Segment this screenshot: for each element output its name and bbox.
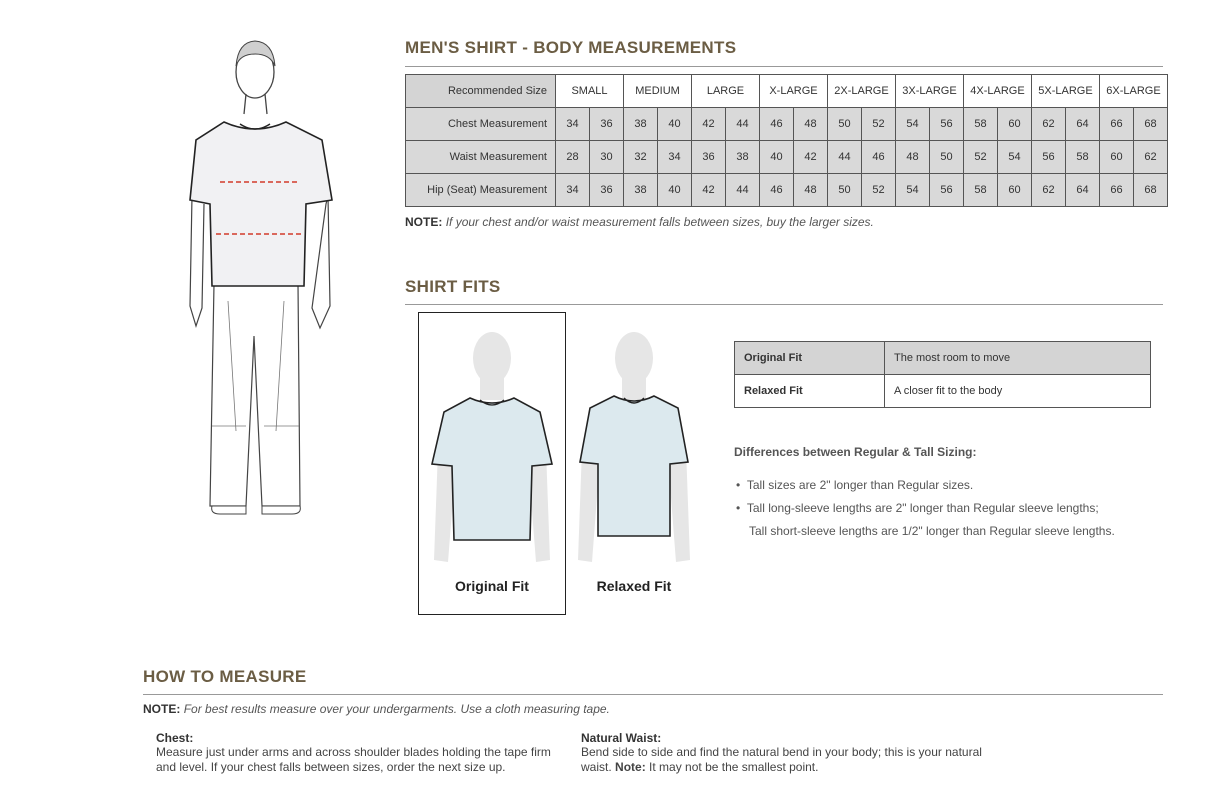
waist-value: 54: [998, 141, 1032, 174]
original-fit-label: Original Fit: [455, 578, 529, 594]
row-label: Chest Measurement: [406, 108, 556, 141]
bullet-text: Tall long-sleeve lengths are 2" longer than Regular sleeve lengths;: [746, 501, 1099, 515]
chest-heading: Chest:: [156, 731, 194, 745]
size-note: [405, 215, 874, 229]
chest-value: 48: [794, 108, 828, 141]
section-divider: [405, 304, 1163, 305]
hip-value: 40: [658, 174, 692, 207]
bullet-continuation: Tall short-sleeve lengths are 1/2" longer than Regular sleeve lengths.: [749, 524, 1115, 538]
waist-value: 36: [692, 141, 726, 174]
waist-value: 46: [862, 141, 896, 174]
hip-value: 36: [590, 174, 624, 207]
waist-heading: Natural Waist:: [581, 731, 662, 745]
fit-table: [734, 341, 1151, 408]
fit-description: The most room to move: [885, 342, 1151, 375]
chest-value: 44: [726, 108, 760, 141]
size-header: 4X-LARGE: [964, 75, 1032, 108]
hip-value: 44: [726, 174, 760, 207]
hip-value: 50: [828, 174, 862, 207]
waist-value: 52: [964, 141, 998, 174]
waist-value: 62: [1134, 141, 1168, 174]
chest-value: 54: [896, 108, 930, 141]
chest-value: 34: [556, 108, 590, 141]
size-header: 3X-LARGE: [896, 75, 964, 108]
chest-value: 38: [624, 108, 658, 141]
section-divider: [143, 694, 1163, 695]
row-label: Hip (Seat) Measurement: [406, 174, 556, 207]
chest-value: 42: [692, 108, 726, 141]
waist-row: [406, 141, 1168, 174]
waist-line: [581, 760, 1021, 775]
relaxed-fit-label: Relaxed Fit: [596, 578, 672, 594]
hip-value: 38: [624, 174, 658, 207]
table-row: [735, 375, 1151, 408]
hip-value: 46: [760, 174, 794, 207]
fit-name: Original Fit: [735, 342, 885, 375]
chest-value: 52: [862, 108, 896, 141]
chest-row: [406, 108, 1168, 141]
shirt-fits-title: SHIRT FITS: [405, 277, 501, 296]
chest-value: 64: [1066, 108, 1100, 141]
waist-value: 42: [794, 141, 828, 174]
size-chart-table: [405, 74, 1168, 207]
hip-row: [406, 174, 1168, 207]
table-row: [735, 342, 1151, 375]
chest-value: 46: [760, 108, 794, 141]
chest-value: 66: [1100, 108, 1134, 141]
waist-value: 32: [624, 141, 658, 174]
hip-value: 52: [862, 174, 896, 207]
hip-value: 56: [930, 174, 964, 207]
waist-note-label: Note:: [615, 760, 646, 774]
waist-value: 38: [726, 141, 760, 174]
waist-value: 50: [930, 141, 964, 174]
size-header: 2X-LARGE: [828, 75, 896, 108]
size-header: SMALL: [556, 75, 624, 108]
waist-value: 28: [556, 141, 590, 174]
hip-value: 34: [556, 174, 590, 207]
chest-value: 58: [964, 108, 998, 141]
waist-instructions: [581, 731, 1021, 775]
waist-text: waist.: [581, 760, 612, 774]
waist-value: 56: [1032, 141, 1066, 174]
relaxed-fit-illustration: [574, 330, 694, 570]
size-header: 6X-LARGE: [1100, 75, 1168, 108]
chest-line: Measure just under arms and across shoulder blades holding the tape firm: [156, 745, 551, 759]
how-to-measure-title: HOW TO MEASURE: [143, 667, 307, 686]
note-text: If your chest and/or waist measurement falls between sizes, buy the larger sizes.: [445, 215, 874, 229]
hip-value: 60: [998, 174, 1032, 207]
chest-instructions: [156, 731, 576, 775]
note-text: For best results measure over your undergarments. Use a cloth measuring tape.: [183, 702, 610, 716]
waist-value: 34: [658, 141, 692, 174]
fit-description: A closer fit to the body: [885, 375, 1151, 408]
note-label: NOTE:: [405, 215, 443, 229]
row-label: Waist Measurement: [406, 141, 556, 174]
size-header: LARGE: [692, 75, 760, 108]
waist-value: 58: [1066, 141, 1100, 174]
chest-value: 40: [658, 108, 692, 141]
size-row: [406, 75, 1168, 108]
list-item: • Tall long-sleeve lengths are 2" longer than Regular sleeve lengths;: [736, 501, 1099, 515]
size-header: 5X-LARGE: [1032, 75, 1100, 108]
bullet-text: Tall sizes are 2" longer than Regular sizes.: [746, 478, 974, 492]
body-measurements-title: MEN'S SHIRT - BODY MEASUREMENTS: [405, 38, 737, 57]
hip-value: 42: [692, 174, 726, 207]
waist-text: It may not be the smallest point.: [649, 760, 819, 774]
section-divider: [405, 66, 1163, 67]
waist-value: 30: [590, 141, 624, 174]
hip-value: 68: [1134, 174, 1168, 207]
chest-value: 56: [930, 108, 964, 141]
waist-value: 40: [760, 141, 794, 174]
size-header: X-LARGE: [760, 75, 828, 108]
chest-value: 36: [590, 108, 624, 141]
chest-value: 62: [1032, 108, 1066, 141]
hip-value: 66: [1100, 174, 1134, 207]
waist-value: 60: [1100, 141, 1134, 174]
hip-value: 54: [896, 174, 930, 207]
waist-line: Bend side to side and find the natural bend in your body; this is your natural: [581, 745, 982, 759]
list-item: • Tall sizes are 2" longer than Regular sizes.: [736, 478, 974, 492]
hip-value: 58: [964, 174, 998, 207]
chest-line: and level. If your chest falls between sizes, order the next size up.: [156, 760, 506, 774]
chest-value: 50: [828, 108, 862, 141]
fit-name: Relaxed Fit: [735, 375, 885, 408]
waist-value: 44: [828, 141, 862, 174]
measure-note: [143, 702, 610, 716]
hip-value: 48: [794, 174, 828, 207]
figure-illustration: [180, 36, 340, 516]
waist-value: 48: [896, 141, 930, 174]
sizing-differences-title: Differences between Regular & Tall Sizing:: [734, 445, 977, 459]
hip-value: 62: [1032, 174, 1066, 207]
chest-value: 60: [998, 108, 1032, 141]
hip-value: 64: [1066, 174, 1100, 207]
original-fit-illustration: [428, 330, 556, 570]
note-label: NOTE:: [143, 702, 181, 716]
row-label: Recommended Size: [406, 75, 556, 108]
chest-value: 68: [1134, 108, 1168, 141]
size-header: MEDIUM: [624, 75, 692, 108]
